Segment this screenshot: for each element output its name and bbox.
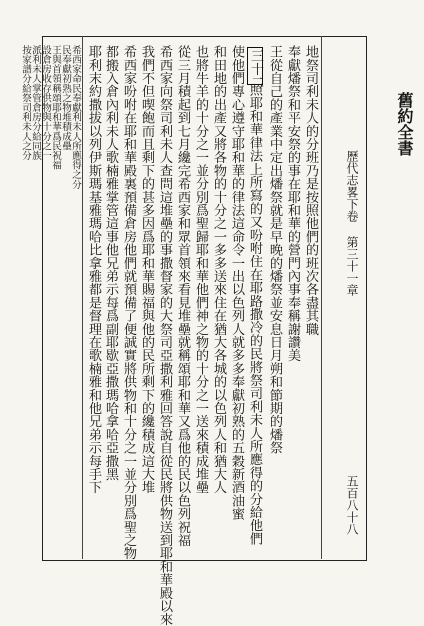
verse-highlight-mark: 三十二	[248, 49, 263, 89]
text-column-11: 希西家吩咐在耶和華殿裏預備倉房他們就預備了便誠實將供物和十分之一並分別爲聖之物	[121, 45, 136, 560]
text-column-4: 照耶和華律法上所寫的又吩咐住在耶路撒冷的民將祭司利未人所應得的分給他們	[247, 83, 262, 545]
sidebar-note-2: 民奉獻初熟之物堆積成壘	[60, 45, 71, 151]
text-column-10: 我們不但喫飽而且剩下的甚多因爲耶和華賜福與他的民所剩下的纔積成這大堆	[139, 45, 154, 494]
sidebar-divider-line	[82, 36, 83, 559]
text-column-3: 王從自己的產業中定出燔祭就是早晚的燔祭並安息日月朔和節期的燔祭	[267, 45, 282, 455]
text-column-12: 都搬入倉內利未人歌楠雅掌管這事他兄弟示每爲副耶歇亞撒瑪哈拿哈亞撒黑	[103, 45, 118, 481]
text-column-8: 從三月積起到七月纔完希西家和眾首領來看見堆壘就稱頌耶和華又爲他的民以色列祝福	[175, 45, 190, 547]
sidebar-note-5: 派利未人掌管倉房分給同族	[30, 45, 41, 161]
text-column-1: 地祭司利未人的分班乃是按照他們的班次各盡其職	[303, 45, 318, 336]
text-column-9: 希西家向祭司利未人查問這堆壘的事撒督家的大祭司亞撒利雅回答說自從民將供物送到耶和華殿以來	[157, 45, 172, 626]
text-column-6: 和田地的出產又將各物的十分之一多多送來住在猶大各城的以色列人和猶大人	[211, 45, 226, 494]
sidebar-note-1: 希西家命民奉獻利未人所應得之分	[70, 45, 81, 189]
sidebar-note-4: 設倉房收存供物與十分之一	[40, 45, 51, 161]
sidebar-note-3: 王與首領稱頌耶和華爲民祝福	[50, 45, 61, 170]
text-column-5: 使他們專心遵守耶和華的律法這命令一出以色列人就多多奉獻初熟的五穀新酒油蜜	[229, 45, 244, 521]
header-divider-line	[321, 36, 322, 559]
text-column-2: 奉獻燔祭和平安祭的事在耶和華的營門內事奉稱謝讚美	[285, 45, 300, 362]
text-column-13: 耶利末約撒拔以列伊斯瑪基雅瑪哈比拿雅都是督理在歌楠雅和他兄弟示每手下	[86, 45, 101, 494]
page-number: 五百八十八	[345, 475, 359, 535]
chapter-title: 歷代志畧下卷 第三十一章	[345, 150, 359, 296]
book-title: 舊約全書	[395, 92, 414, 156]
sidebar-note-6: 按家譜分給祭司利未人之分	[20, 45, 31, 161]
text-column-7: 也將牛羊的十分之一並分別爲聖歸耶和華他們神之物的十分之一送來積成堆壘	[193, 45, 208, 494]
